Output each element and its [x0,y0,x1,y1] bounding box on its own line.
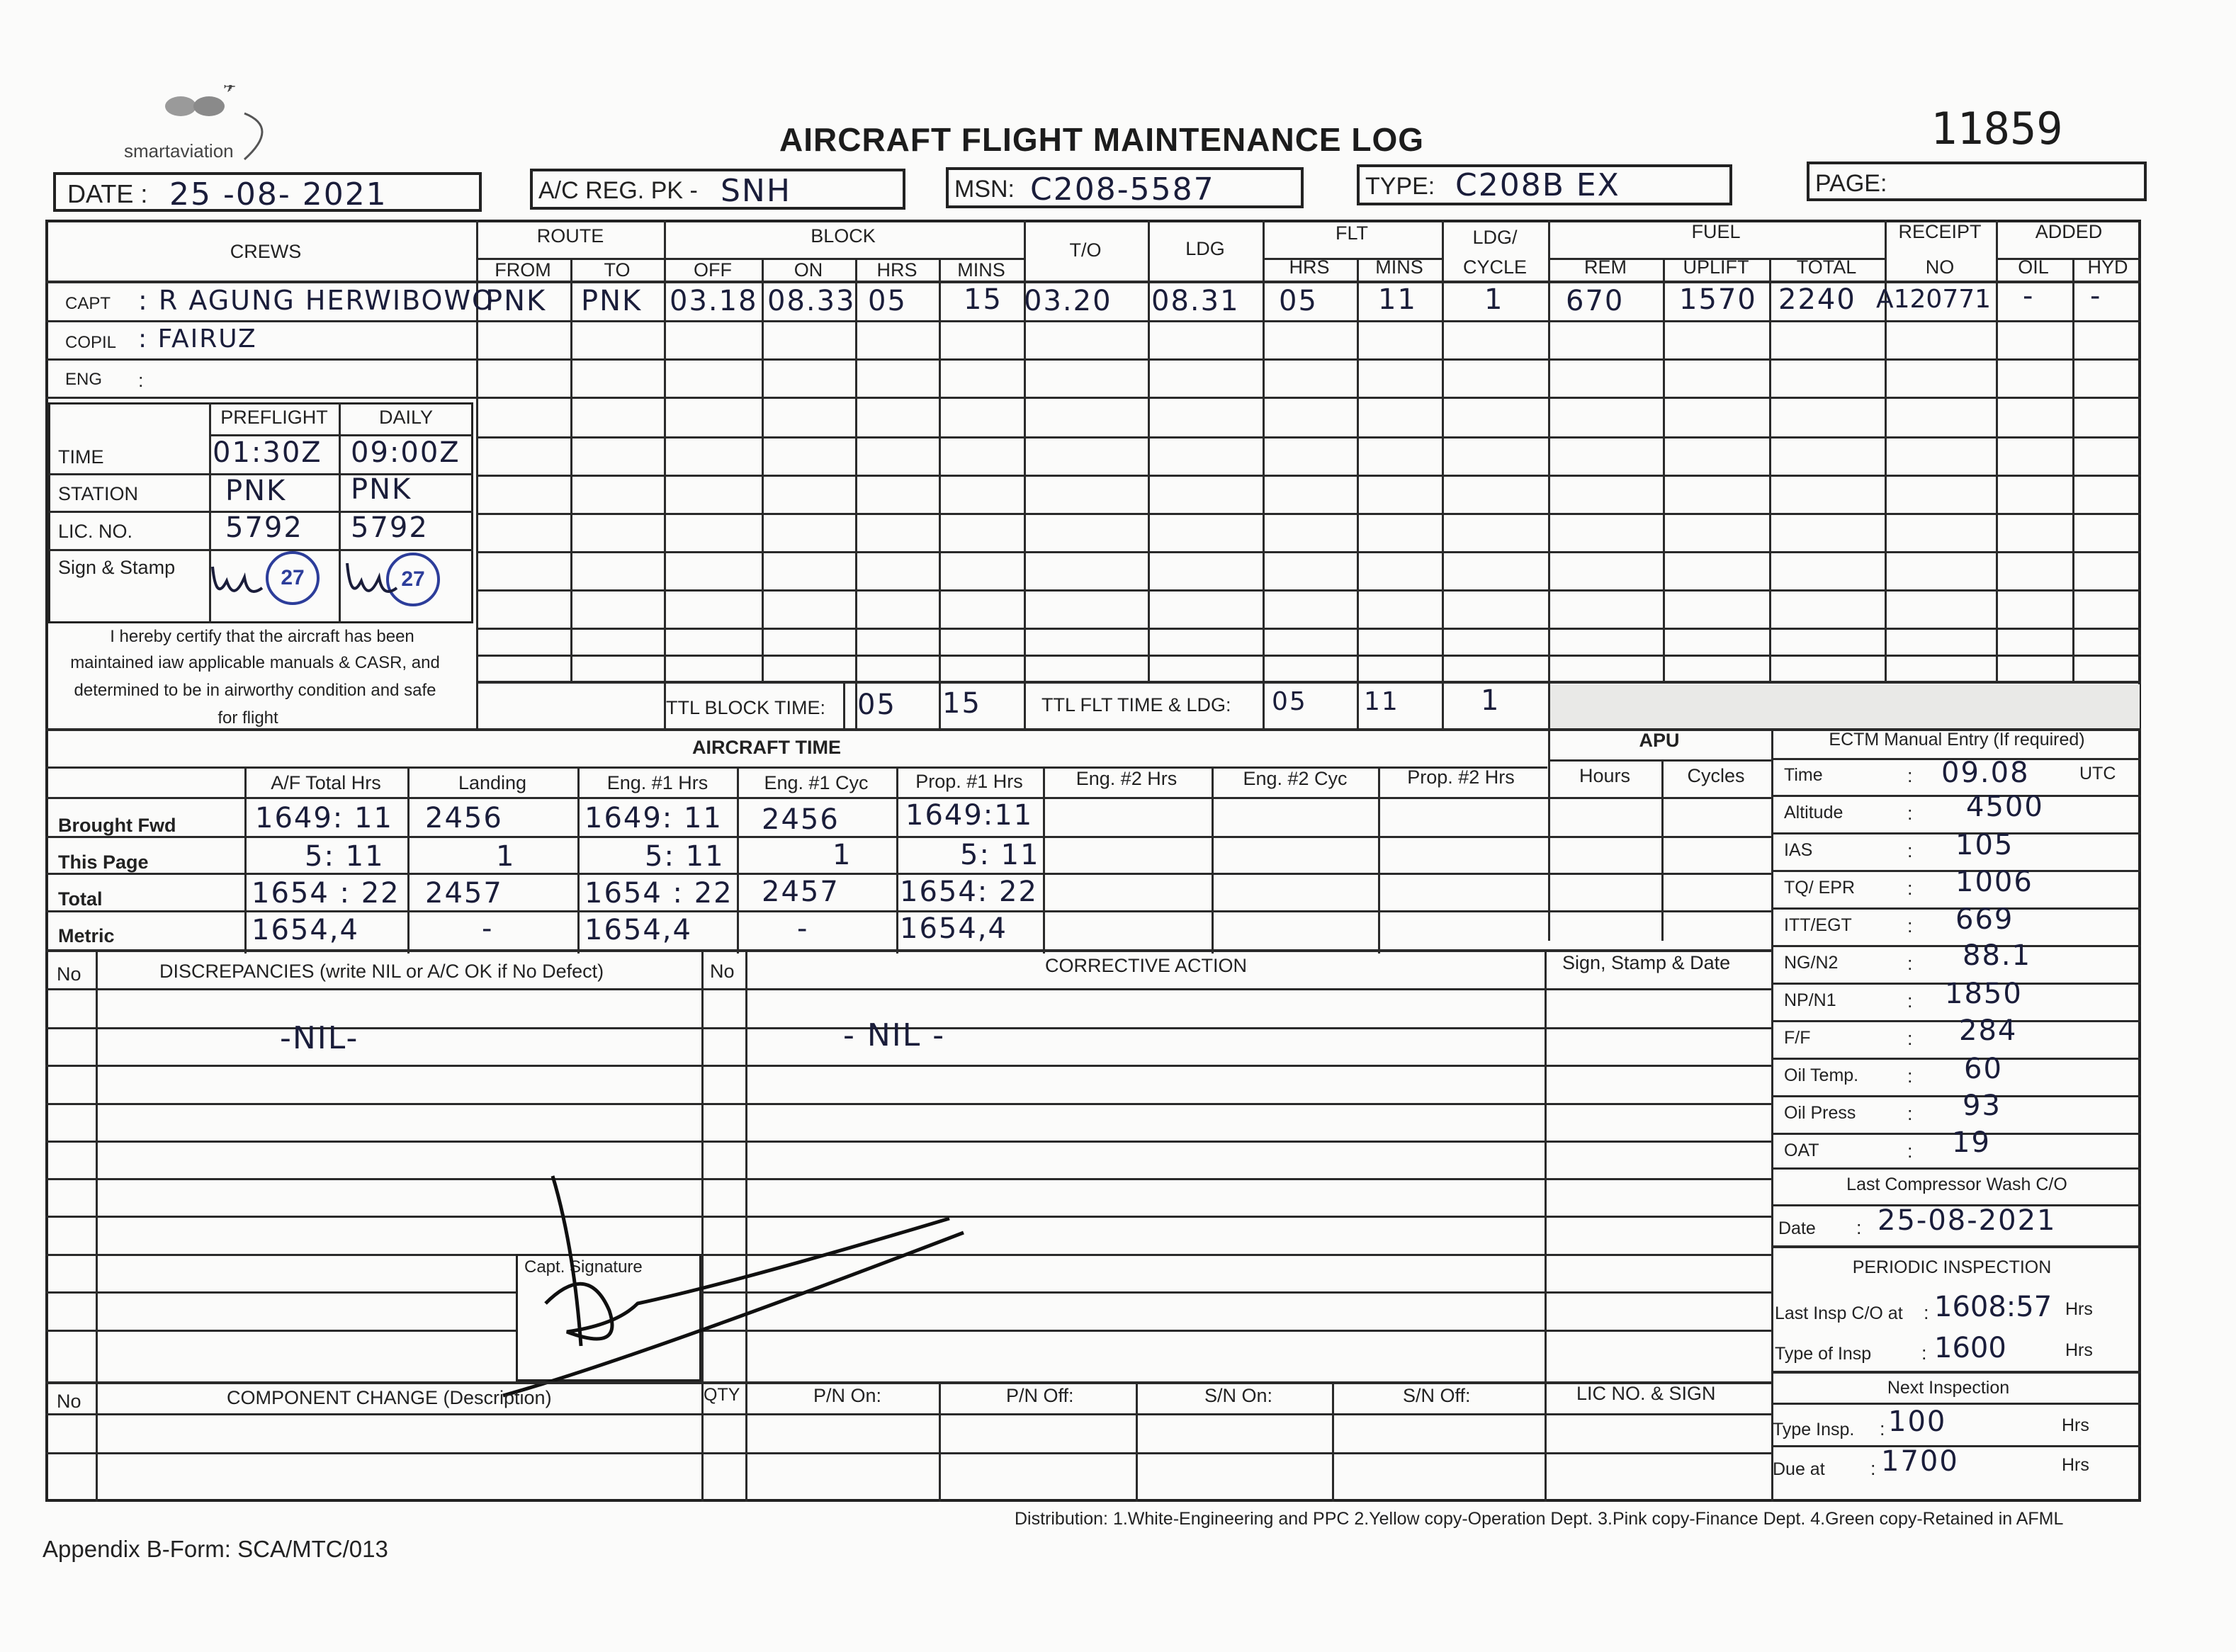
pn-off-header: P/N Off: [1006,1385,1074,1406]
periodic-title: PERIODIC INSPECTION [1852,1257,2052,1277]
col-af-total: A/F Total Hrs [271,772,381,793]
tp-landing: 1 [496,840,516,873]
capt-name: R AGUNG HERWIBOWO [158,285,495,316]
type-value: C208B EX [1455,167,1620,203]
reg-value: SNH [721,173,791,209]
bf-landing: 2456 [425,802,503,835]
ttl-flt-hrs: 05 [1272,687,1307,716]
row1-rem: 670 [1566,285,1625,317]
daily-signature-icon [337,553,400,609]
page-label: PAGE: [1815,170,1887,197]
daily-time: 09:00Z [351,436,461,469]
ectm-oilpress-value: 93 [1963,1090,2001,1122]
ectm-alt-label: Altitude [1784,803,1843,822]
pre-lic: 5792 [225,511,303,544]
row1-from: PNK [485,285,547,317]
date-value: 25 -08- 2021 [169,176,388,213]
fuel-header: FUEL [1691,221,1741,242]
type-insp-unit: Hrs [2065,1340,2093,1360]
pre-stamp-icon [266,551,320,605]
col-eng2-hrs: Eng. #2 Hrs [1075,768,1178,789]
met-eng1-hrs: 1654,4 [585,914,692,946]
row1-ldg: 08.31 [1151,285,1240,317]
ectm-time-unit: UTC [2079,764,2116,783]
shaded-area [1550,684,2140,728]
row1-cycle: 1 [1484,283,1504,316]
ectm-np-label: NP/N1 [1784,990,1836,1010]
hyd-header: HYD [2087,256,2128,278]
flt-hrs-header: HRS [1289,256,1330,278]
last-insp-colon: : [1924,1302,1929,1323]
ectm-ias-label: IAS [1784,840,1813,860]
rem-header: REM [1584,256,1627,278]
oil-header: OIL [2018,256,2049,278]
comp-no-header: No [57,1391,81,1412]
copil-name: FAIRUZ [157,324,257,353]
ectm-alt-colon: : [1907,803,1913,824]
tp-af-total: 5: 11 [305,840,385,873]
row1-hrs: 05 [868,285,907,317]
tot-eng1-hrs: 1654 : 22 [585,877,733,910]
ectm-itt-value: 669 [1955,903,2014,936]
station-label: STATION [58,483,138,504]
on-header: ON [794,259,823,281]
ectm-ias-colon: : [1907,840,1913,861]
ttl-block-label: TTL BLOCK TIME: [666,697,826,718]
reg-label: A/C REG. PK - [538,177,698,204]
wash-date-colon: : [1856,1217,1862,1238]
ectm-tq-label: TQ/ EPR [1784,878,1856,898]
row1-flt-hrs: 05 [1279,285,1318,317]
preflight-header: PREFLIGHT [220,407,328,428]
ttl-block-hrs: 05 [857,689,896,721]
tot-af-total: 1654 : 22 [252,877,400,910]
ectm-ias-value: 105 [1955,829,2014,861]
off-header: OFF [694,259,732,281]
msn-field[interactable] [946,167,1304,208]
added-header: ADDED [2035,221,2103,242]
row1-hyd: - [2090,280,2102,312]
ttl-flt-mins: 11 [1364,687,1399,716]
ectm-time-value: 09.08 [1941,757,2030,789]
pn-on-header: P/N On: [813,1385,882,1406]
ectm-ff-value: 284 [1959,1014,2018,1047]
tot-landing: 2457 [425,877,503,910]
block-hrs-header: HRS [876,259,917,281]
col-prop2-hrs: Prop. #2 Hrs [1407,766,1515,788]
met-eng1-cyc: - [797,912,809,945]
ectm-oiltemp-colon: : [1907,1065,1913,1087]
type-insp-colon: : [1921,1342,1927,1364]
cert-line-1: I hereby certify that the aircraft has been [110,627,414,646]
fuel-total-header: TOTAL [1796,256,1857,278]
daily-stamp-no: 27 [401,567,425,591]
due-unit: Hrs [2062,1455,2089,1475]
crews-header: CREWS [230,241,302,262]
logo [124,85,280,163]
pre-signature-icon [205,553,269,609]
last-insp-unit: Hrs [2065,1299,2093,1319]
capt-label: CAPT [65,294,111,313]
ectm-ng-value: 88.1 [1963,939,2032,972]
date-label: DATE : [67,179,148,208]
ectm-oat-value: 19 [1952,1126,1991,1159]
sn-off-header: S/N Off: [1403,1385,1471,1406]
disc-no-header: No [57,963,81,985]
due-value: 1700 [1881,1445,1959,1478]
disc-no2-header: No [710,961,735,982]
col-landing: Landing [458,772,527,793]
ectm-oilpress-label: Oil Press [1784,1103,1856,1123]
ldg-cycle-header: LDG/ CYCLE [1462,227,1528,278]
sn-on-header: S/N On: [1204,1385,1273,1406]
flt-header: FLT [1336,222,1368,244]
wash-date-value: 25-08-2021 [1878,1204,2057,1237]
last-insp-value: 1608:57 [1934,1291,2053,1323]
corrective-header: CORRECTIVE ACTION [1045,955,1248,976]
next-type-label: Type Insp. [1773,1420,1855,1439]
met-prop1-hrs: 1654,4 [900,912,1007,945]
cert-line-4: for flight [218,708,278,728]
daily-header: DAILY [378,407,434,428]
type-field[interactable] [1357,164,1732,205]
date-field[interactable] [53,172,482,212]
ectm-itt-label: ITT/EGT [1784,915,1852,935]
pre-time: 01:30Z [213,436,322,469]
pre-stamp-no: 27 [281,566,305,589]
eng-label: ENG [65,370,103,389]
comp-qty-header: QTY [704,1385,740,1405]
block-mins-header: MINS [957,259,1005,281]
row1-uplift: 1570 [1679,283,1757,316]
wash-date-label: Date [1778,1218,1816,1238]
col-eng1-hrs: Eng. #1 Hrs [606,772,708,793]
ectm-oat-colon: : [1907,1141,1913,1162]
form-number: Appendix B-Form: SCA/MTC/013 [43,1536,388,1562]
type-insp-label: Type of Insp [1775,1344,1872,1364]
ttl-flt-label: TTL FLT TIME & LDG: [1041,694,1231,715]
ectm-oat-label: OAT [1784,1141,1819,1160]
corrective-nil-value: - NIL - [843,1017,946,1053]
receipt-no-header: NO [1925,256,1955,278]
capt-signature-label: Capt. Signature [524,1257,643,1277]
due-colon: : [1870,1458,1876,1479]
page-field[interactable] [1807,162,2147,201]
cert-line-3: determined to be in airworthy condition and safe [74,681,436,700]
copil-label: COPIL [65,333,117,352]
sign-label: Sign & Stamp [58,557,176,578]
ectm-time-colon: : [1907,765,1913,786]
ectm-oilpress-colon: : [1907,1103,1913,1124]
apu-cycles: Cycles [1687,765,1745,786]
ectm-np-colon: : [1907,990,1913,1012]
serial-number: 11859 [1931,103,2063,154]
ectm-itt-colon: : [1907,915,1913,937]
time-label: TIME [58,446,104,468]
comp-desc-header: COMPONENT CHANGE (Description) [227,1387,552,1408]
flt-mins-header: MINS [1375,256,1423,278]
sign-stamp-header: Sign, Stamp & Date [1562,952,1731,973]
aircraft-time-title: AIRCRAFT TIME [692,737,841,758]
logo-text: smartaviation [124,140,234,162]
tp-prop1-hrs: 5: 11 [960,839,1040,871]
cert-line-2: maintained iaw applicable manuals & CASR, and [70,653,440,672]
next-insp-title: Next Inspection [1887,1378,2010,1398]
row-this-page-label: This Page [58,852,149,873]
row-total-label: Total [58,888,103,910]
ttl-ldg: 1 [1481,684,1501,717]
lic-sign-header: LIC NO. & SIGN [1576,1383,1716,1404]
pre-station: PNK [225,475,287,507]
capt-value: : R AGUNG HERWIBOWO [138,285,495,316]
tp-eng1-cyc: 1 [832,839,852,871]
row1-mins: 15 [964,283,1003,316]
daily-station: PNK [351,473,412,506]
svg-text:✈: ✈ [223,85,237,96]
uplift-header: UPLIFT [1683,256,1749,278]
copil-value: : FAIRUZ [138,324,257,353]
ldg-header: LDG [1185,238,1225,259]
reg-field[interactable] [530,169,905,210]
last-insp-label: Last Insp C/O at [1775,1303,1903,1323]
ectm-alt-value: 4500 [1966,791,2044,823]
ectm-tq-value: 1006 [1955,866,2033,898]
col-eng1-cyc: Eng. #1 Cyc [764,772,869,793]
route-header: ROUTE [536,225,604,247]
disc-desc-header: DISCREPANCIES (write NIL or A/C OK if No Defect) [159,961,604,982]
apu-title: APU [1639,730,1680,751]
page-title: AIRCRAFT FLIGHT MAINTENANCE LOG [779,121,1425,158]
due-label: Due at [1773,1459,1825,1479]
bf-eng1-hrs: 1649: 11 [585,802,723,835]
msn-value: C208-5587 [1030,171,1215,208]
ectm-ff-colon: : [1907,1028,1913,1049]
ectm-ng-label: NG/N2 [1784,953,1839,973]
row1-receipt: A120771 [1876,285,1992,314]
tp-eng1-hrs: 5: 11 [645,840,725,873]
row-brought-fwd-label: Brought Fwd [58,815,176,836]
disc-nil-value: -NIL- [280,1020,359,1056]
lic-label: LIC. NO. [58,521,133,542]
tot-eng1-cyc: 2457 [762,876,840,908]
row-metric-label: Metric [58,925,115,946]
row1-t-o: 03.20 [1024,285,1112,317]
apu-hours: Hours [1579,765,1631,786]
ectm-oiltemp-value: 60 [1964,1053,2003,1085]
next-type-unit: Hrs [2062,1415,2089,1435]
next-type-value: 100 [1888,1405,1947,1438]
row1-oil: - [2023,280,2035,312]
bf-af-total: 1649: 11 [255,802,393,835]
to-time-header: T/O [1069,239,1102,261]
type-label: TYPE: [1365,173,1435,200]
row1-off: 03.18 [670,285,758,317]
msn-label: MSN: [954,176,1015,203]
ectm-ff-label: F/F [1784,1028,1811,1048]
distribution-note: Distribution: 1.White-Engineering and PPC 2.Yellow copy-Operation Dept. 3.Pink copy-Finance Dept. 4.Green copy-Retained in AFML [1015,1509,2064,1529]
eng-colon: : [138,370,144,391]
daily-lic: 5792 [351,511,429,544]
ectm-oiltemp-label: Oil Temp. [1784,1065,1859,1085]
to-header: TO [604,259,631,281]
receipt-header: RECEIPT [1898,221,1982,242]
row1-flt-mins: 11 [1378,283,1417,316]
ttl-block-mins: 15 [942,687,981,720]
row1-on: 08.33 [767,285,856,317]
tot-prop1-hrs: 1654: 22 [900,876,1038,908]
met-af-total: 1654,4 [252,914,359,946]
ectm-np-value: 1850 [1945,978,2023,1010]
ectm-ng-colon: : [1907,953,1913,974]
wash-title: Last Compressor Wash C/O [1846,1175,2067,1194]
from-header: FROM [495,259,551,281]
block-header: BLOCK [811,225,876,247]
ectm-tq-colon: : [1907,878,1913,899]
next-type-colon: : [1880,1418,1885,1439]
ectm-title: ECTM Manual Entry (If required) [1829,730,2085,749]
col-eng2-cyc: Eng. #2 Cyc [1243,768,1348,789]
row1-total: 2240 [1778,283,1856,316]
row1-to: PNK [581,285,643,317]
bf-prop1-hrs: 1649:11 [905,799,1034,832]
col-prop1-hrs: Prop. #1 Hrs [915,771,1023,792]
bf-eng1-cyc: 2456 [762,803,840,836]
met-landing: - [482,912,494,945]
ectm-time-label: Time [1784,765,1823,785]
type-insp-value: 1600 [1934,1332,2006,1364]
